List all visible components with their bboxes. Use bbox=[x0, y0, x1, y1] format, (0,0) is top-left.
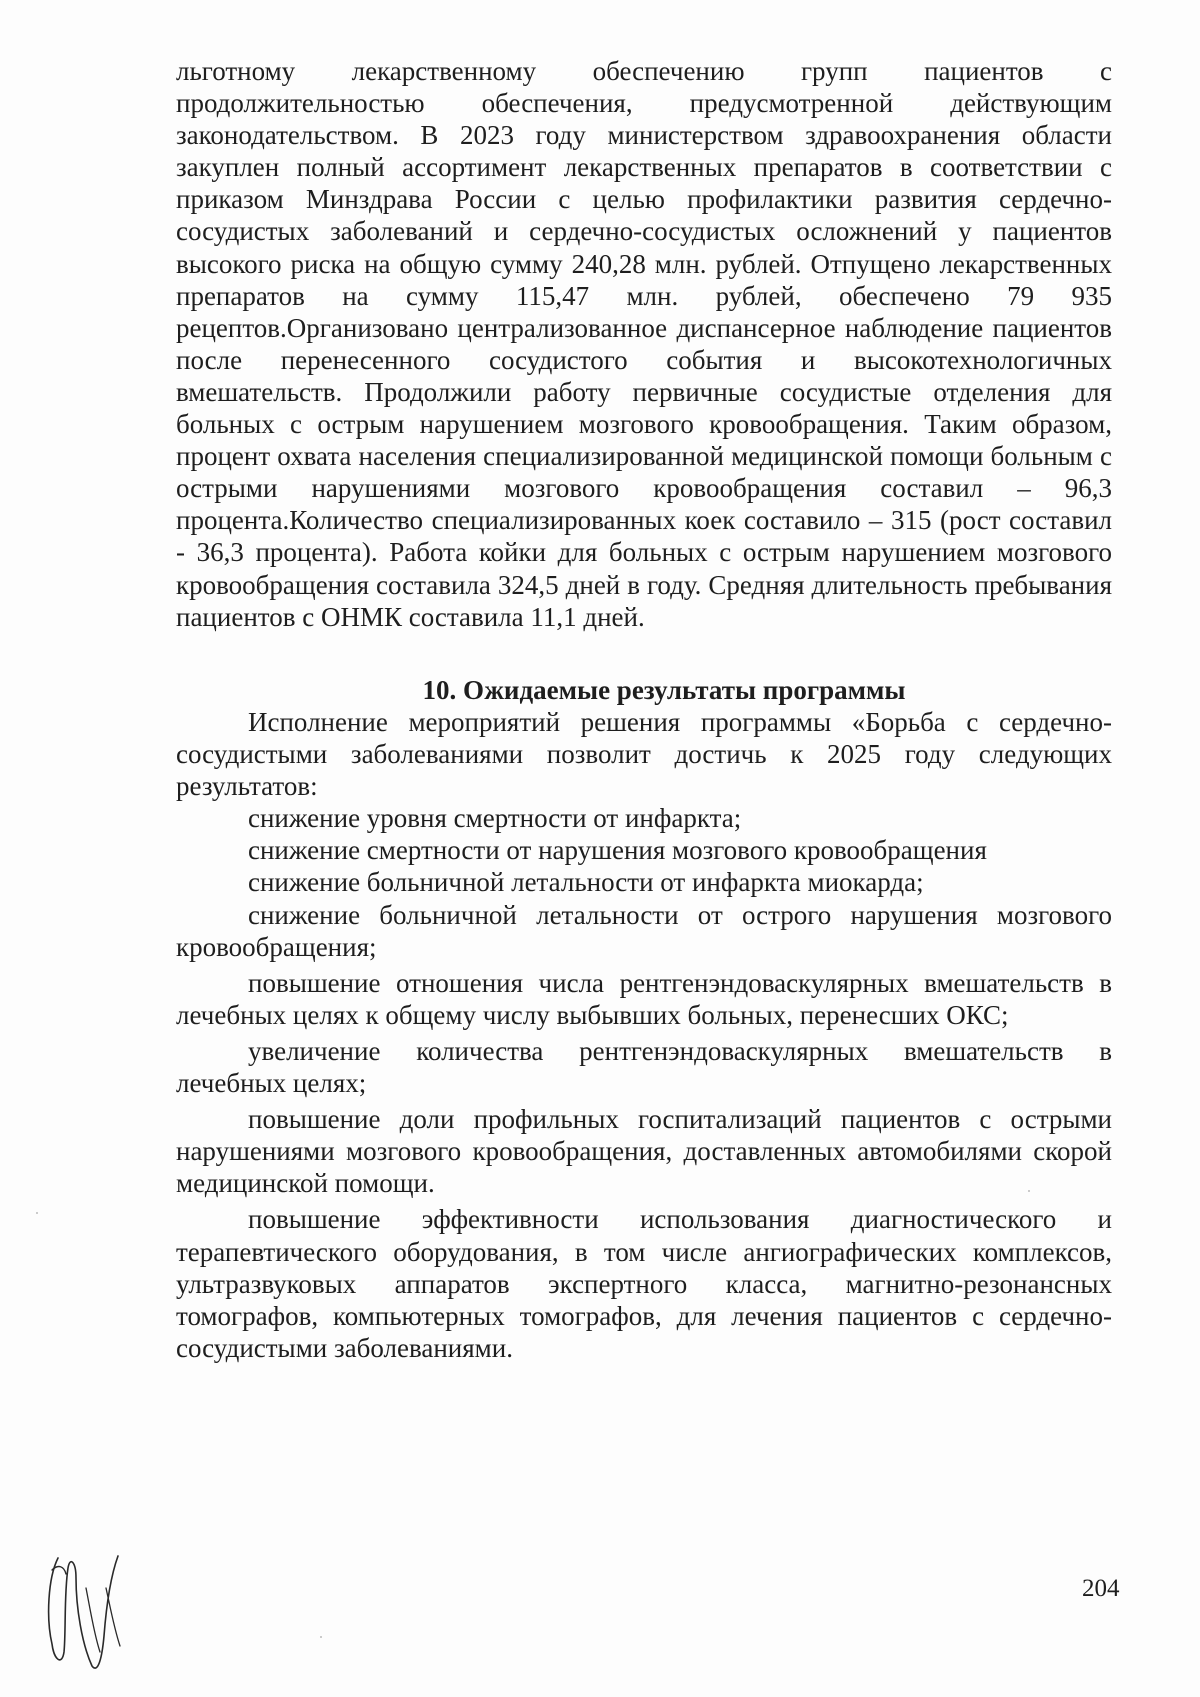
result-item: снижение уровня смертности от инфаркта; bbox=[248, 803, 742, 834]
scan-speck bbox=[36, 1212, 38, 1214]
section-heading: 10. Ожидаемые результаты программы bbox=[422, 675, 906, 705]
result-item: увеличение количества рентгенэндоваскулярных вмешательств в лечебных целях; bbox=[176, 1035, 1112, 1099]
result-item: снижение смертности от нарушения мозгового кровообращения bbox=[248, 835, 987, 866]
page-number: 204 bbox=[1082, 1575, 1120, 1602]
result-item: повышение отношения числа рентгенэндоваскулярных вмешательств в лечебных целях к общему числу выбывших больных, перенесших ОКС; bbox=[176, 967, 1112, 1030]
result-item: повышение эффективности использования диагностического и терапевтического оборудования, в том числе ангиографических комплексов, ультразвуковых аппаратов экспертного класса, магнитно-резонансных томографов, компьютерных томографов, для лечения пациентов с сердечно-сосудистыми заболеваниями. bbox=[176, 1204, 1112, 1363]
scan-speck bbox=[1028, 1190, 1030, 1192]
result-item: снижение больничной летальности от острого нарушения мозгового кровообращения; bbox=[176, 899, 1112, 962]
results-block bbox=[176, 706, 1112, 1364]
results-lead-paragraph: Исполнение мероприятий решения программы «Борьба с сердечно-сосудистыми заболеваниями позволит достичь к 2025 году следующих результатов: bbox=[176, 707, 1112, 802]
intro-paragraph-block bbox=[176, 55, 1112, 633]
handwritten-signature bbox=[44, 1548, 130, 1674]
intro-paragraph: льготному лекарственному обеспечению групп пациентов с продолжительностью обеспечения, предусмотренной действующим законодательством. В 2023 году министерством здравоохранения области закуплен полный ассортимент лекарственных препаратов в соответствии с приказом Минздрава России с целью профилактики развития сердечно-сосудистых заболеваний и сердечно-сосудистых осложнений у пациентов высокого риска на общую сумму 240,28 млн. рублей. Отпущено лекарственных препаратов на сумму 115,47 млн. рублей, обеспечено 79 935 рецептов.Организовано централизованное диспансерное наблюдение пациентов после перенесенного сосудистого события и высокотехнологичных вмешательств. Продолжили работу первичные сосудистые отделения для больных с острым нарушением мозгового кровообращения. Таким образом, процент охвата населения специализированной медицинской помощи больным с острыми нарушениями мозгового кровообращения составил – 96,3 процента.Количество специализированных коек составило – 315 (рост составил - 36,3 процента). Работа койки для больных с острым нарушением мозгового кровообращения составила 324,5 дней в году. Средняя длительность пребывания пациентов с ОНМК составила 11,1 дней. bbox=[176, 56, 1112, 632]
result-item: повышение доли профильных госпитализаций пациентов с острыми нарушениями мозгового кровообращения, доставленных автомобилями скорой медицинской помощи. bbox=[176, 1104, 1112, 1199]
scan-speck bbox=[320, 1636, 322, 1638]
result-item: снижение больничной летальности от инфаркта миокарда; bbox=[248, 867, 924, 898]
